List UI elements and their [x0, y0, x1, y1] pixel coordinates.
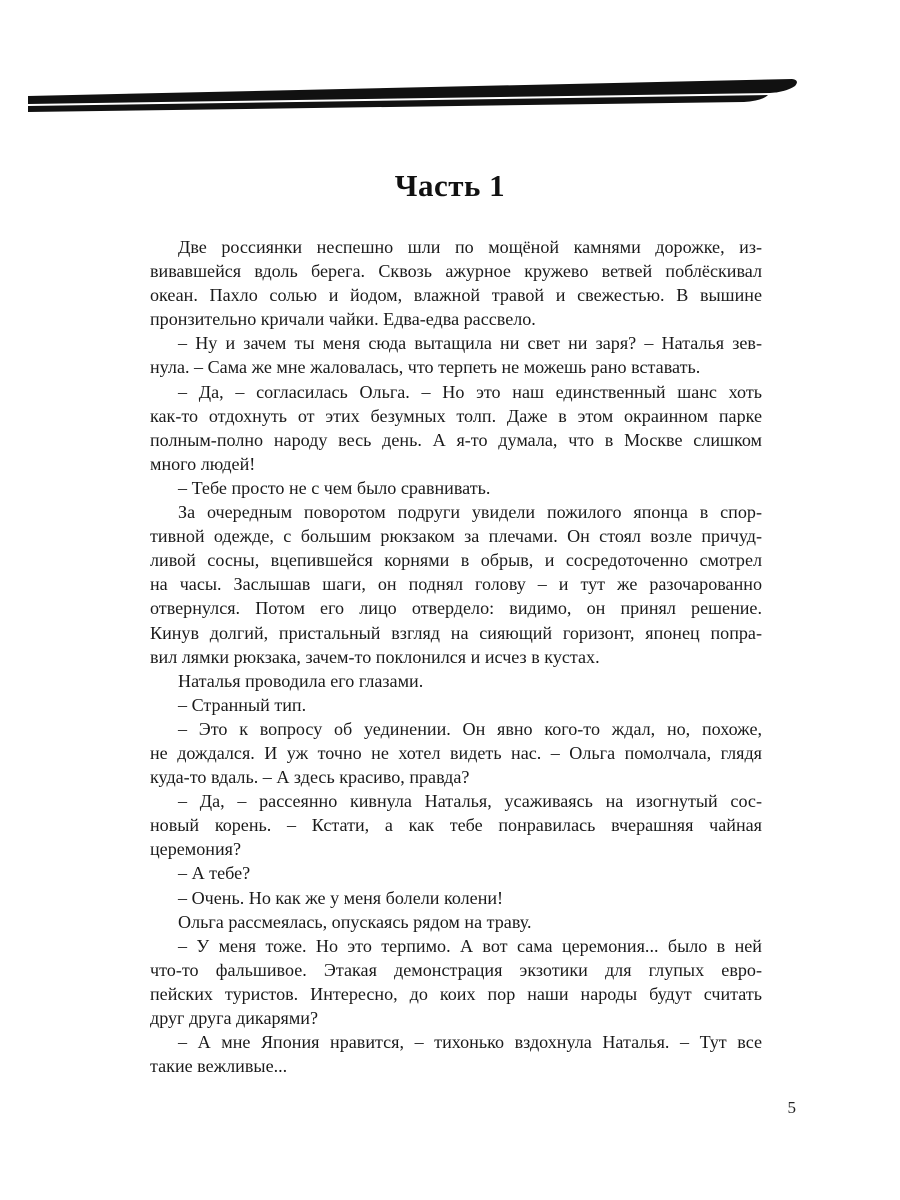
text-line: пейских туристов. Интересно, до коих пор наши народы будут считать — [150, 983, 762, 1004]
text-line: – Да, – согласилась Ольга. – Но это наш единственный шанс хоть — [178, 381, 762, 402]
paragraph — [150, 789, 762, 861]
paragraph — [150, 861, 762, 885]
paragraph — [150, 1030, 762, 1078]
text-line: куда-то вдаль. – А здесь красиво, правда? — [150, 767, 470, 788]
text-line: – Да, – рассеянно кивнула Наталья, усаживаясь на изогнутый сос- — [178, 791, 762, 812]
text-line: Ольга рассмеялась, опускаясь рядом на траву. — [178, 911, 532, 932]
text-line: вил лямки рюкзака, зачем-то поклонился и исчез в кустах. — [150, 646, 600, 667]
text-line: За очередным поворотом подруги увидели пожилого японца в спор- — [178, 502, 762, 523]
paragraph — [150, 934, 762, 1030]
text-line: – Странный тип. — [178, 694, 307, 715]
text-line: Две россиянки неспешно шли по мощёной камнями дорожке, из- — [178, 237, 762, 257]
text-line: ливой сосны, вцепившейся корнями в обрыв, и сосредоточенно смотрел — [150, 550, 762, 571]
text-line: – Тебе просто не с чем было сравнивать. — [178, 477, 491, 498]
text-line: нула. – Сама же мне жаловалась, что терпеть не можешь рано вставать. — [150, 357, 701, 378]
paragraph — [150, 669, 762, 693]
header-swoosh-ornament — [0, 0, 900, 130]
text-line: – А тебе? — [178, 863, 251, 884]
text-line: – А мне Япония нравится, – тихонько вздохнула Наталья. – Тут все — [178, 1032, 762, 1053]
paragraph — [150, 717, 762, 789]
text-line: – Очень. Но как же у меня болели колени! — [178, 887, 504, 908]
text-line: новый корень. – Кстати, а как тебе понравилась вчерашняя чайная — [150, 815, 762, 836]
text-line: что-то фальшивое. Этакая демонстрация экзотики для глупых евро- — [150, 959, 762, 980]
text-line: – Это к вопросу об уединении. Он явно кого-то ждал, но, похоже, — [178, 718, 762, 739]
chapter-title: Часть 1 — [394, 168, 506, 203]
text-line: Кинув долгий, пристальный взгляд на сияющий горизонт, японец попра- — [150, 622, 762, 643]
paragraph — [150, 500, 762, 669]
text-line: церемония? — [150, 839, 242, 860]
text-line: отвернулся. Потом его лицо отвердело: видимо, он принял решение. — [150, 598, 762, 619]
text-line: вивавшейся вдоль берега. Сквозь ажурное кружево ветвей поблёскивал — [150, 261, 762, 282]
paragraph — [150, 331, 762, 379]
paragraph — [150, 910, 762, 934]
text-line: полным-полно народу весь день. А я-то думала, что в Москве слишком — [150, 429, 762, 450]
text-line: Наталья проводила его глазами. — [178, 670, 424, 691]
body-text — [150, 235, 762, 1078]
text-line: как-то отдохнуть от этих безумных толп. Даже в этом окраинном парке — [150, 405, 762, 426]
text-line: такие вежливые... — [150, 1056, 288, 1077]
text-line: – Ну и зачем ты меня сюда вытащила ни свет ни заря? – Наталья зев- — [178, 333, 762, 354]
page-number: 5 — [787, 1098, 796, 1117]
paragraph — [150, 886, 762, 910]
text-line: много людей! — [150, 453, 256, 474]
paragraph — [150, 693, 762, 717]
text-line: на часы. Заслышав шаги, он поднял голову – и тут же разочарованно — [150, 574, 762, 595]
paragraph — [150, 235, 762, 331]
paragraph — [150, 380, 762, 476]
text-line: друг друга дикарями? — [150, 1008, 319, 1028]
text-line: океан. Пахло солью и йодом, влажной травой и свежестью. В вышине — [150, 285, 762, 306]
text-line: пронзительно кричали чайки. Едва-едва рассвело. — [150, 309, 536, 330]
paragraph — [150, 476, 762, 500]
text-line: тивной одежде, с большим рюкзаком за плечами. Он стоял возле причуд- — [150, 526, 762, 547]
text-line: – У меня тоже. Но это терпимо. А вот сама церемония... было в ней — [178, 935, 762, 956]
text-line: не дождался. И уж точно не хотел видеть нас. – Ольга помолчала, глядя — [150, 742, 762, 763]
